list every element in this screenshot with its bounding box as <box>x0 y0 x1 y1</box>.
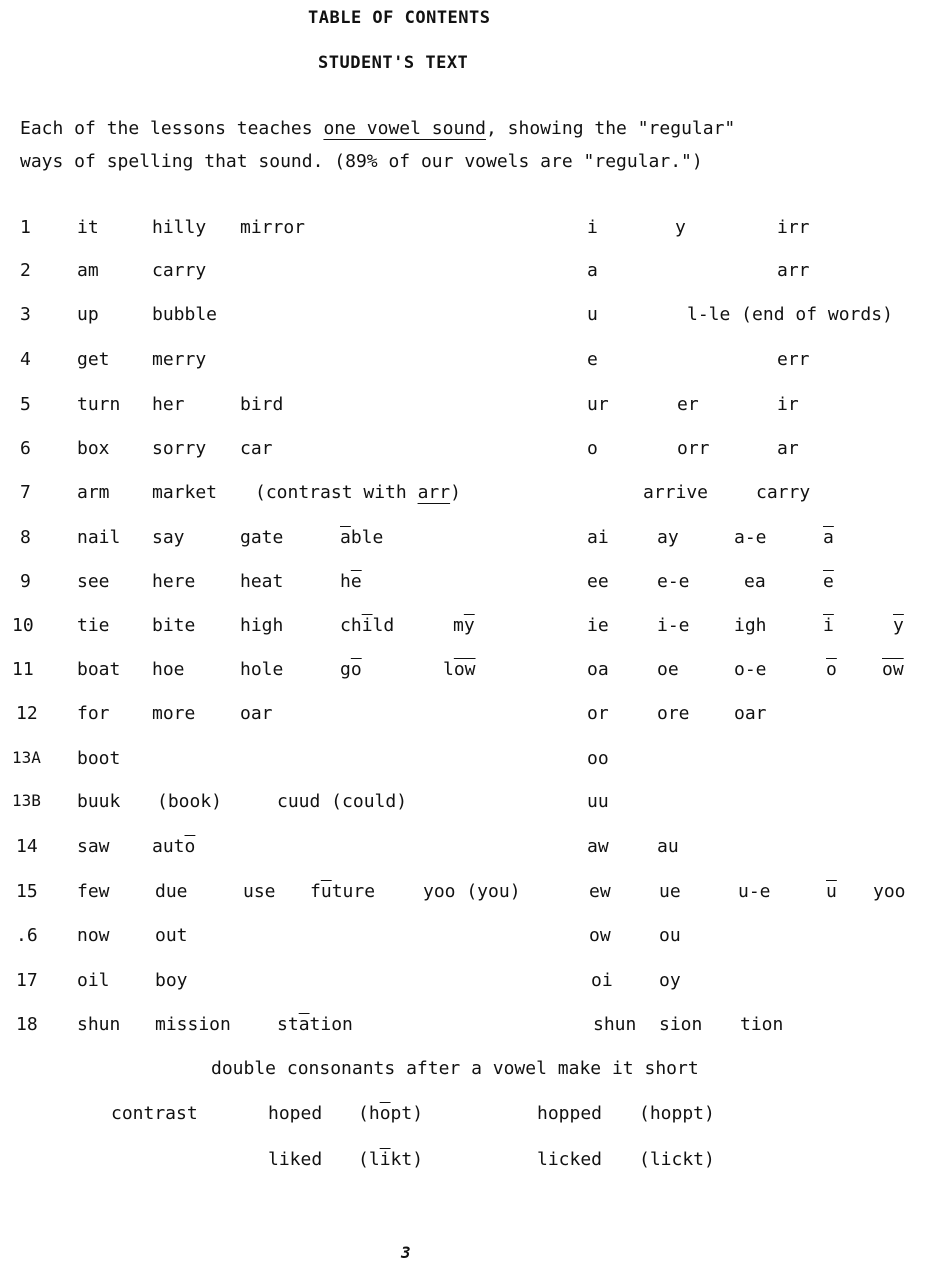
lesson-row <box>0 838 940 862</box>
lesson-number: 15 <box>16 881 38 902</box>
lesson-row <box>0 219 940 243</box>
contrast-pronunciation: (lickt) <box>639 1149 715 1170</box>
example-word <box>310 883 375 901</box>
word-part: h <box>340 571 351 592</box>
spelling-pattern: $\overline{o}$ <box>826 659 837 680</box>
example-word: bite <box>152 615 196 636</box>
spelling-pattern: ir <box>777 394 799 415</box>
spelling-pattern: ay <box>657 527 679 548</box>
spelling-pattern: ee <box>587 571 609 592</box>
spelling-pattern: oi <box>591 970 613 991</box>
example-word <box>340 617 394 635</box>
contrast-note-underlined: arr <box>417 482 451 503</box>
word-part: l <box>443 659 454 680</box>
contrast-pronunciation <box>358 1105 423 1123</box>
example-word: few <box>77 881 110 902</box>
example-word <box>340 573 362 591</box>
example-word <box>340 529 383 547</box>
example-word: sorry <box>152 438 207 459</box>
lesson-row <box>0 306 940 330</box>
pron-part: kt) <box>390 1149 424 1170</box>
macron-letter: $\overline{i}$ <box>361 615 373 636</box>
lesson-row <box>0 793 940 817</box>
lesson-number: .6 <box>16 925 38 946</box>
spelling-pattern: $\overline{a}$ <box>823 527 834 548</box>
example-word: bubble <box>152 304 218 325</box>
pron-part: pt) <box>390 1103 424 1124</box>
example-word: here <box>152 571 196 592</box>
word-part: aut <box>152 836 185 857</box>
spelling-pattern: l-le (end of words) <box>687 304 893 325</box>
contrast-word: liked <box>268 1149 323 1170</box>
spelling-pattern: oy <box>659 970 681 991</box>
example-word: heat <box>240 571 284 592</box>
example-word: gate <box>240 527 284 548</box>
example-word: see <box>77 571 110 592</box>
spelling-pattern: ore <box>657 703 690 724</box>
word-part: m <box>453 615 464 636</box>
spelling-pattern: err <box>777 349 810 370</box>
lesson-row <box>0 883 940 907</box>
example-word: merry <box>152 349 207 370</box>
spelling-pattern: uu <box>587 791 609 812</box>
word-part: ture <box>331 881 376 902</box>
lesson-number: 4 <box>20 349 31 370</box>
spelling-pattern: o <box>587 438 598 459</box>
example-word: am <box>77 260 99 281</box>
lesson-number: 17 <box>16 970 38 991</box>
example-word: market <box>152 482 218 503</box>
macron-letter: $\overline{o}$ <box>184 836 196 857</box>
example-word: yoo (you) <box>423 881 521 902</box>
lesson-number: 6 <box>20 438 31 459</box>
example-word <box>443 661 476 679</box>
spelling-pattern: sion <box>659 1014 703 1035</box>
spelling-pattern: u-e <box>738 881 771 902</box>
example-word: more <box>152 703 196 724</box>
macron-letter: $\overline{o}$ <box>350 659 362 680</box>
example-word: say <box>152 527 185 548</box>
macron-letter: $\overline{i}$ <box>379 1149 391 1170</box>
spelling-pattern: a <box>587 260 598 281</box>
lesson-number: 5 <box>20 394 31 415</box>
intro-text-before: Each of the lessons teaches <box>20 118 324 139</box>
example-word: boot <box>77 748 121 769</box>
rule-note: double consonants after a vowel make it short <box>211 1058 699 1079</box>
lesson-number: 8 <box>20 527 31 548</box>
macron-letter: $\overline{o}$ <box>379 1103 391 1124</box>
spelling-pattern: ie <box>587 615 609 636</box>
macron-letter: $\overline{ow}$ <box>453 659 476 680</box>
example-word: buuk <box>77 791 121 812</box>
lesson-row <box>0 750 940 774</box>
spelling-pattern: au <box>657 836 679 857</box>
lesson-number: 13A <box>12 748 41 767</box>
lesson-row <box>0 262 940 286</box>
lesson-number: 3 <box>20 304 31 325</box>
lesson-number: 9 <box>20 571 31 592</box>
example-word: now <box>77 925 110 946</box>
pron-part: (l <box>358 1149 380 1170</box>
spelling-pattern: arrive <box>643 482 709 503</box>
word-part: g <box>340 659 351 680</box>
example-word: mirror <box>240 217 306 238</box>
example-word: high <box>240 615 284 636</box>
spelling-pattern: oo <box>587 748 609 769</box>
example-word: turn <box>77 394 121 415</box>
contrast-word: hopped <box>537 1103 603 1124</box>
spelling-pattern: aw <box>587 836 609 857</box>
spelling-pattern: ou <box>659 925 681 946</box>
spelling-pattern: ue <box>659 881 681 902</box>
example-word: arm <box>77 482 110 503</box>
lesson-row <box>0 396 940 420</box>
lesson-number: 12 <box>16 703 38 724</box>
word-part: f <box>310 881 321 902</box>
example-word: boat <box>77 659 121 680</box>
example-word: (book) <box>157 791 223 812</box>
example-word: hoe <box>152 659 185 680</box>
lesson-number: 10 <box>12 615 34 636</box>
spelling-pattern: yoo <box>873 881 906 902</box>
intro-text-after: , showing the "regular" <box>486 118 736 139</box>
page-number: 3 <box>401 1243 411 1262</box>
contrast-label: contrast <box>111 1103 198 1124</box>
lesson-row <box>0 705 940 729</box>
example-word: tie <box>77 615 110 636</box>
macron-letter: $\overline{a}$ <box>340 527 351 548</box>
spelling-pattern: ar <box>777 438 799 459</box>
example-word <box>277 1016 353 1034</box>
spelling-pattern: er <box>677 394 699 415</box>
contrast-note <box>255 484 461 502</box>
lesson-number: 1 <box>20 217 31 238</box>
example-word: shun <box>77 1014 121 1035</box>
example-word: carry <box>152 260 207 281</box>
contrast-pronunciation: (hoppt) <box>639 1103 715 1124</box>
example-word: it <box>77 217 99 238</box>
example-word: get <box>77 349 110 370</box>
word-part: st <box>277 1014 299 1035</box>
spelling-pattern: i-e <box>657 615 690 636</box>
example-word: saw <box>77 836 110 857</box>
spelling-pattern: i <box>587 217 598 238</box>
spelling-pattern: ew <box>589 881 611 902</box>
spelling-pattern: $\overline{y}$ <box>893 615 904 636</box>
lesson-row <box>0 972 940 996</box>
macron-letter: $\overline{u}$ <box>320 881 332 902</box>
spelling-pattern: igh <box>734 615 767 636</box>
spelling-pattern: orr <box>677 438 710 459</box>
spelling-pattern: oe <box>657 659 679 680</box>
contrast-word: hoped <box>268 1103 323 1124</box>
macron-letter: $\overline{y}$ <box>463 615 475 636</box>
spelling-pattern: shun <box>593 1014 637 1035</box>
spelling-pattern: y <box>675 217 686 238</box>
intro-underlined-phrase: one vowel sound <box>323 118 486 139</box>
lesson-row <box>0 661 940 685</box>
spelling-pattern: a-e <box>734 527 767 548</box>
spelling-pattern: tion <box>740 1014 784 1035</box>
lesson-row <box>0 351 940 375</box>
lesson-row <box>0 617 940 641</box>
contrast-note-text: (contrast with <box>255 482 418 503</box>
spelling-pattern: ow <box>589 925 611 946</box>
lesson-row <box>0 927 940 951</box>
lesson-number: 14 <box>16 836 38 857</box>
example-word: boy <box>155 970 188 991</box>
spelling-pattern: ai <box>587 527 609 548</box>
spelling-pattern: carry <box>756 482 811 503</box>
word-part: tion <box>309 1014 353 1035</box>
example-word: box <box>77 438 110 459</box>
example-word: mission <box>155 1014 231 1035</box>
spelling-pattern: or <box>587 703 609 724</box>
example-word: her <box>152 394 185 415</box>
lesson-row <box>0 484 940 508</box>
lesson-number: 13B <box>12 791 41 810</box>
macron-letter: $\overline{a}$ <box>298 1014 310 1035</box>
example-word: use <box>243 881 276 902</box>
word-part: ble <box>350 527 384 548</box>
spelling-pattern: $\overline{e}$ <box>823 571 834 592</box>
example-word: for <box>77 703 110 724</box>
contrast-word: licked <box>537 1149 603 1170</box>
spelling-pattern: u <box>587 304 598 325</box>
spelling-pattern: oa <box>587 659 609 680</box>
word-part: ld <box>372 615 395 636</box>
spelling-pattern: $\overline{u}$ <box>826 881 837 902</box>
spelling-pattern: $\overline{ow}$ <box>882 659 904 680</box>
example-word: hilly <box>152 217 207 238</box>
page-title: TABLE OF CONTENTS <box>308 8 491 28</box>
example-word: cuud (could) <box>277 791 408 812</box>
example-word <box>152 838 195 856</box>
lesson-row <box>0 529 940 553</box>
example-word: bird <box>240 394 284 415</box>
intro-line-2: ways of spelling that sound. (89% of our vowels are "regular.") <box>20 151 703 172</box>
spelling-pattern: o-e <box>734 659 767 680</box>
spelling-pattern: ea <box>744 571 766 592</box>
example-word: nail <box>77 527 121 548</box>
example-word <box>453 617 475 635</box>
lesson-row <box>0 573 940 597</box>
spelling-pattern: e-e <box>657 571 690 592</box>
example-word: car <box>240 438 273 459</box>
spelling-pattern: oar <box>734 703 767 724</box>
word-part: ch <box>340 615 362 636</box>
example-word: up <box>77 304 99 325</box>
example-word: due <box>155 881 188 902</box>
intro-line-1 <box>20 120 735 138</box>
lesson-number: 18 <box>16 1014 38 1035</box>
lesson-number: 11 <box>12 659 34 680</box>
spelling-pattern: irr <box>777 217 810 238</box>
example-word: out <box>155 925 188 946</box>
example-word: oar <box>240 703 273 724</box>
lesson-row <box>0 1016 940 1040</box>
contrast-pronunciation <box>358 1151 423 1169</box>
spelling-pattern: arr <box>777 260 810 281</box>
spelling-pattern: $\overline{i}$ <box>823 615 834 636</box>
spelling-pattern: ur <box>587 394 609 415</box>
contrast-note-close: ) <box>450 482 461 503</box>
example-word <box>340 661 362 679</box>
lesson-number: 7 <box>20 482 31 503</box>
page-subtitle: STUDENT'S TEXT <box>318 53 469 73</box>
pron-part: (h <box>358 1103 380 1124</box>
lesson-row <box>0 440 940 464</box>
lesson-number: 2 <box>20 260 31 281</box>
example-word: oil <box>77 970 110 991</box>
spelling-pattern: e <box>587 349 598 370</box>
macron-letter: $\overline{e}$ <box>350 571 362 592</box>
example-word: hole <box>240 659 284 680</box>
